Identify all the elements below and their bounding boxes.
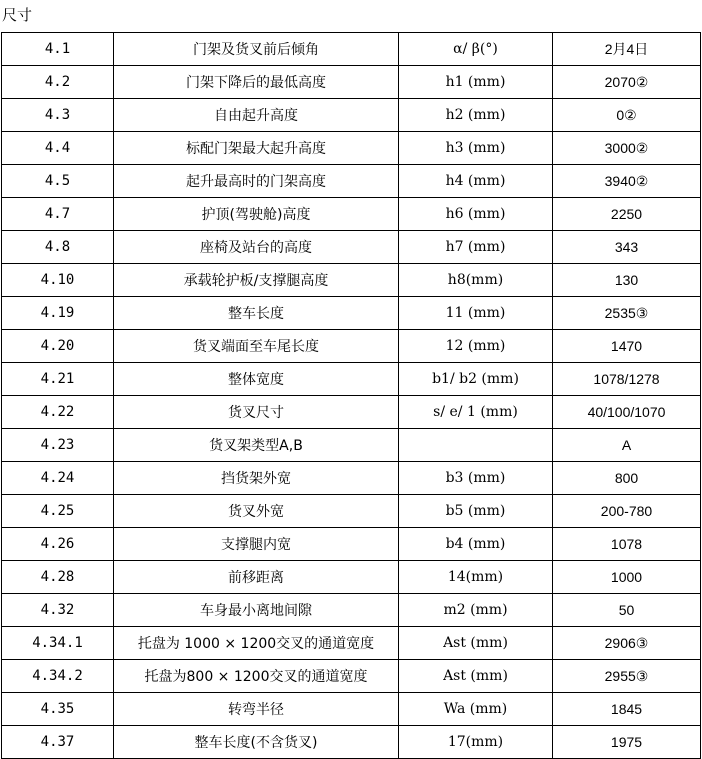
row-code: 4.10: [2, 264, 114, 297]
row-code: 4.8: [2, 231, 114, 264]
row-unit: Wa (mm): [399, 693, 553, 726]
row-code: 4.35: [2, 693, 114, 726]
row-unit: 12 (mm): [399, 330, 553, 363]
row-code: 4.20: [2, 330, 114, 363]
row-value: 3000②: [553, 132, 701, 165]
dimensions-table-body: [2, 33, 701, 759]
row-code: 4.34.1: [2, 627, 114, 660]
row-name: 托盘为 1000 × 1200交叉的通道宽度: [114, 627, 399, 660]
row-code: 4.3: [2, 99, 114, 132]
table-row: [2, 726, 701, 759]
row-unit: b1/ b2 (mm): [399, 363, 553, 396]
table-row: [2, 627, 701, 660]
row-unit: [399, 429, 553, 462]
row-value: 2250: [553, 198, 701, 231]
row-code: 4.2: [2, 66, 114, 99]
row-code: 4.1: [2, 33, 114, 66]
row-name: 货叉端面至车尾长度: [114, 330, 399, 363]
row-code: 4.34.2: [2, 660, 114, 693]
row-value: 2955③: [553, 660, 701, 693]
row-value: 200-780: [553, 495, 701, 528]
row-name: 门架下降后的最低高度: [114, 66, 399, 99]
row-unit: 14(mm): [399, 561, 553, 594]
row-name: 挡货架外宽: [114, 462, 399, 495]
table-row: [2, 495, 701, 528]
table-row: [2, 462, 701, 495]
table-row: [2, 561, 701, 594]
row-code: 4.32: [2, 594, 114, 627]
row-unit: Ast (mm): [399, 660, 553, 693]
row-unit: b3 (mm): [399, 462, 553, 495]
row-code: 4.5: [2, 165, 114, 198]
row-unit: b5 (mm): [399, 495, 553, 528]
row-code: 4.19: [2, 297, 114, 330]
table-row: [2, 693, 701, 726]
row-value: 50: [553, 594, 701, 627]
table-row: [2, 99, 701, 132]
table-row: [2, 297, 701, 330]
row-code: 4.26: [2, 528, 114, 561]
row-name: 门架及货叉前后倾角: [114, 33, 399, 66]
row-name: 起升最高时的门架高度: [114, 165, 399, 198]
table-row: [2, 330, 701, 363]
table-row: [2, 594, 701, 627]
row-code: 4.4: [2, 132, 114, 165]
row-value: 1975: [553, 726, 701, 759]
table-row: [2, 396, 701, 429]
row-code: 4.23: [2, 429, 114, 462]
row-unit: h3 (mm): [399, 132, 553, 165]
row-name: 货叉外宽: [114, 495, 399, 528]
row-code: 4.37: [2, 726, 114, 759]
row-name: 标配门架最大起升高度: [114, 132, 399, 165]
row-name: 前移距离: [114, 561, 399, 594]
row-value: 1470: [553, 330, 701, 363]
row-code: 4.7: [2, 198, 114, 231]
table-row: [2, 528, 701, 561]
row-value: 800: [553, 462, 701, 495]
table-row: [2, 363, 701, 396]
table-row: [2, 165, 701, 198]
table-row: [2, 33, 701, 66]
row-value: 2月4日: [553, 33, 701, 66]
row-value: 0②: [553, 99, 701, 132]
row-name: 货叉架类型A,B: [114, 429, 399, 462]
row-unit: h1 (mm): [399, 66, 553, 99]
row-value: 1078: [553, 528, 701, 561]
row-name: 整车长度(不含货叉): [114, 726, 399, 759]
row-value: 1078/1278: [553, 363, 701, 396]
row-name: 整车长度: [114, 297, 399, 330]
row-code: 4.21: [2, 363, 114, 396]
row-name: 转弯半径: [114, 693, 399, 726]
row-unit: α/ β(°): [399, 33, 553, 66]
row-name: 托盘为800 × 1200交叉的通道宽度: [114, 660, 399, 693]
table-row: [2, 231, 701, 264]
table-row: [2, 198, 701, 231]
row-value: 343: [553, 231, 701, 264]
row-unit: s/ e/ 1 (mm): [399, 396, 553, 429]
row-value: 1845: [553, 693, 701, 726]
row-name: 护顶(驾驶舱)高度: [114, 198, 399, 231]
row-value: 1000: [553, 561, 701, 594]
row-unit: h4 (mm): [399, 165, 553, 198]
row-unit: h2 (mm): [399, 99, 553, 132]
row-unit: 11 (mm): [399, 297, 553, 330]
table-row: [2, 132, 701, 165]
row-unit: h8(mm): [399, 264, 553, 297]
row-unit: b4 (mm): [399, 528, 553, 561]
row-name: 整体宽度: [114, 363, 399, 396]
table-row: [2, 429, 701, 462]
table-row: [2, 264, 701, 297]
row-name: 承载轮护板/支撑腿高度: [114, 264, 399, 297]
section-heading: 尺寸: [2, 6, 33, 24]
row-value: 2070②: [553, 66, 701, 99]
row-name: 支撑腿内宽: [114, 528, 399, 561]
row-value: 2906③: [553, 627, 701, 660]
table-row: [2, 66, 701, 99]
row-value: 2535③: [553, 297, 701, 330]
table-row: [2, 660, 701, 693]
row-name: 座椅及站台的高度: [114, 231, 399, 264]
row-value: A: [553, 429, 701, 462]
row-name: 货叉尺寸: [114, 396, 399, 429]
row-unit: h6 (mm): [399, 198, 553, 231]
row-unit: m2 (mm): [399, 594, 553, 627]
row-value: 130: [553, 264, 701, 297]
row-name: 自由起升高度: [114, 99, 399, 132]
dimensions-table: [1, 32, 701, 759]
row-unit: Ast (mm): [399, 627, 553, 660]
row-value: 40/100/1070: [553, 396, 701, 429]
row-name: 车身最小离地间隙: [114, 594, 399, 627]
row-unit: h7 (mm): [399, 231, 553, 264]
row-code: 4.24: [2, 462, 114, 495]
row-unit: 17(mm): [399, 726, 553, 759]
row-code: 4.22: [2, 396, 114, 429]
row-code: 4.28: [2, 561, 114, 594]
row-code: 4.25: [2, 495, 114, 528]
row-value: 3940②: [553, 165, 701, 198]
